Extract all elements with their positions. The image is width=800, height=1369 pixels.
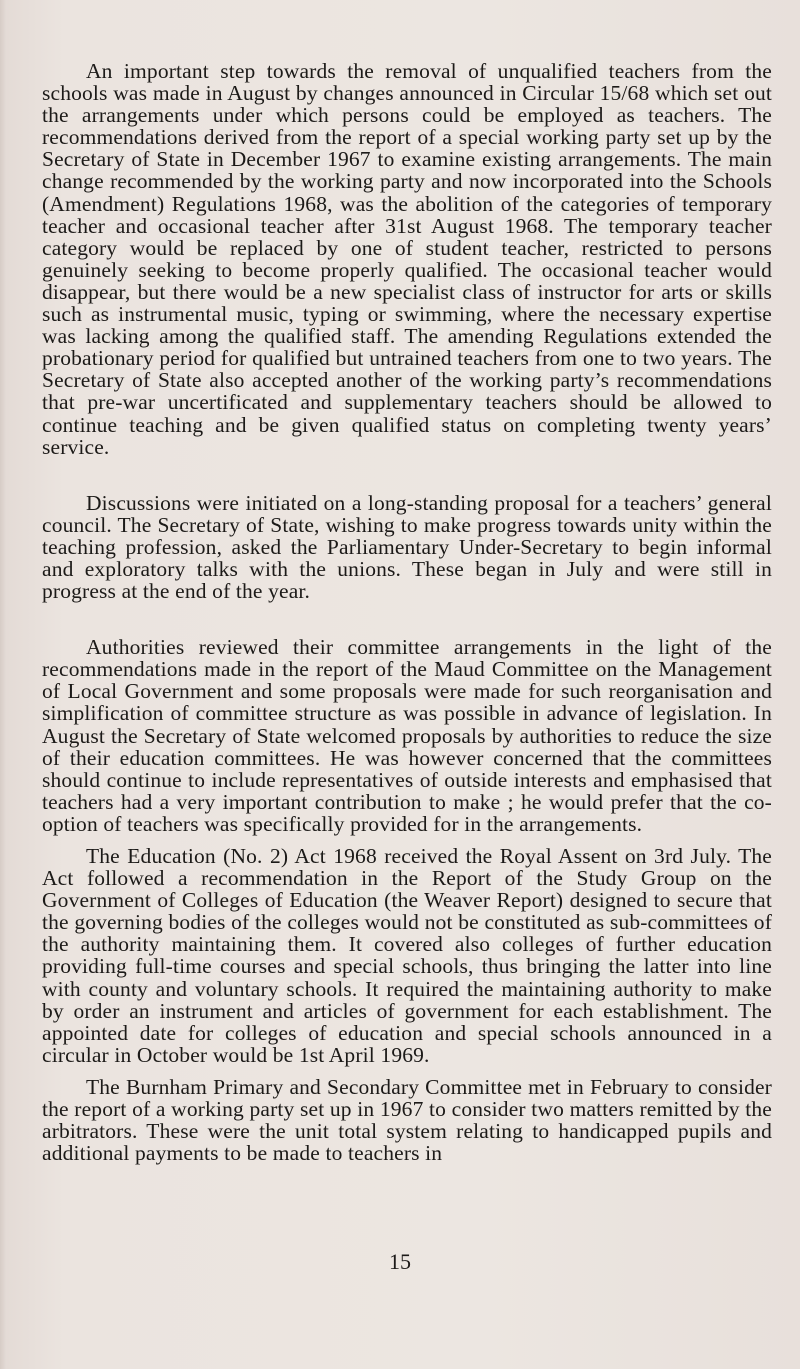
paragraph-unqualified-teachers: An important step towards the removal of unqualified teachers from the schools was made in August by changes announced in Circular 15/68 which set out the arrangements under which persons could be employed as teachers. The recommendations derived from the report of a special working party set up by the Secretary of State in December 1967 to examine existing arrangements. The main change recommended by the working party and now incorporated into the Schools (Amendment) Regulations 1968, was the abolition of the categories of temporary teacher and occasional teacher after 31st August 1968. The temporary teacher category would be replaced by one of student teacher, restricted to persons genuinely seeking to become properly qualified. The occasional teacher would disappear, but there would be a new specialist class of instructor for arts or skills such as instrumental music, typing or swimming, where the necessary expertise was lacking among the qualified staff. The amending Regulations extended the probationary period for qualified but untrained teachers from one to two years. The Secretary of State also accepted another of the working party’s recommendations that pre-war uncertificated and supplementary teachers should be allowed to continue teaching and be given qualified status on completing twenty years’ service. xyxy=(42,59,772,459)
paragraph-education-act: The Education (No. 2) Act 1968 received the Royal Assent on 3rd July. The Act followed a recommendation in the Report of the Study Group on the Government of Colleges of Education (the Weaver Report) designed to secure that the governing bodies of the colleges would not be constituted as sub-committees of the authority maintaining them. It covered also colleges of further education providing full-time courses and special schools, thus bringing the latter into line with county and voluntary schools. It required the maintaining authority to make by order an instrument and articles of government for each establishment. The appointed date for colleges of education and special schools announced in a circular in October would be 1st April 1969. xyxy=(42,844,772,1067)
body-text xyxy=(42,60,772,1164)
page-number: 15 xyxy=(389,1249,411,1274)
paragraph-teachers-general-council: Discussions were initiated on a long-standing proposal for a teachers’ general council. The Secretary of State, wishing to make progress towards unity within the teaching profession, asked the Parliamentary Under-Secretary to begin informal and exploratory talks with the unions. These began in July and were still in progress at the end of the year. xyxy=(42,490,772,604)
paragraph-burnham-committee: The Burnham Primary and Secondary Committee met in February to consider the report of a working party set up in 1967 to consider two matters remitted by the arbitrators. These were the unit total system relating to handicapped pupils and additional payments to be made to teachers in xyxy=(42,1074,772,1166)
paragraph-committee-arrangements: Authorities reviewed their committee arrangements in the light of the recommendations made in the report of the Maud Committee on the Management of Local Government and some proposals were made for such reorganisation and simplification of committee structure as was possible in advance of legislation. In August the Secretary of State welcomed proposals by authorities to reduce the size of their education committees. He was however concerned that the committees should continue to include representatives of outside interests and emphasised that teachers had a very important contribution to make ; he would prefer that the co-option of teachers was specifically provided for in the arrangements. xyxy=(42,635,772,836)
page-edge-shadow xyxy=(0,0,6,1369)
